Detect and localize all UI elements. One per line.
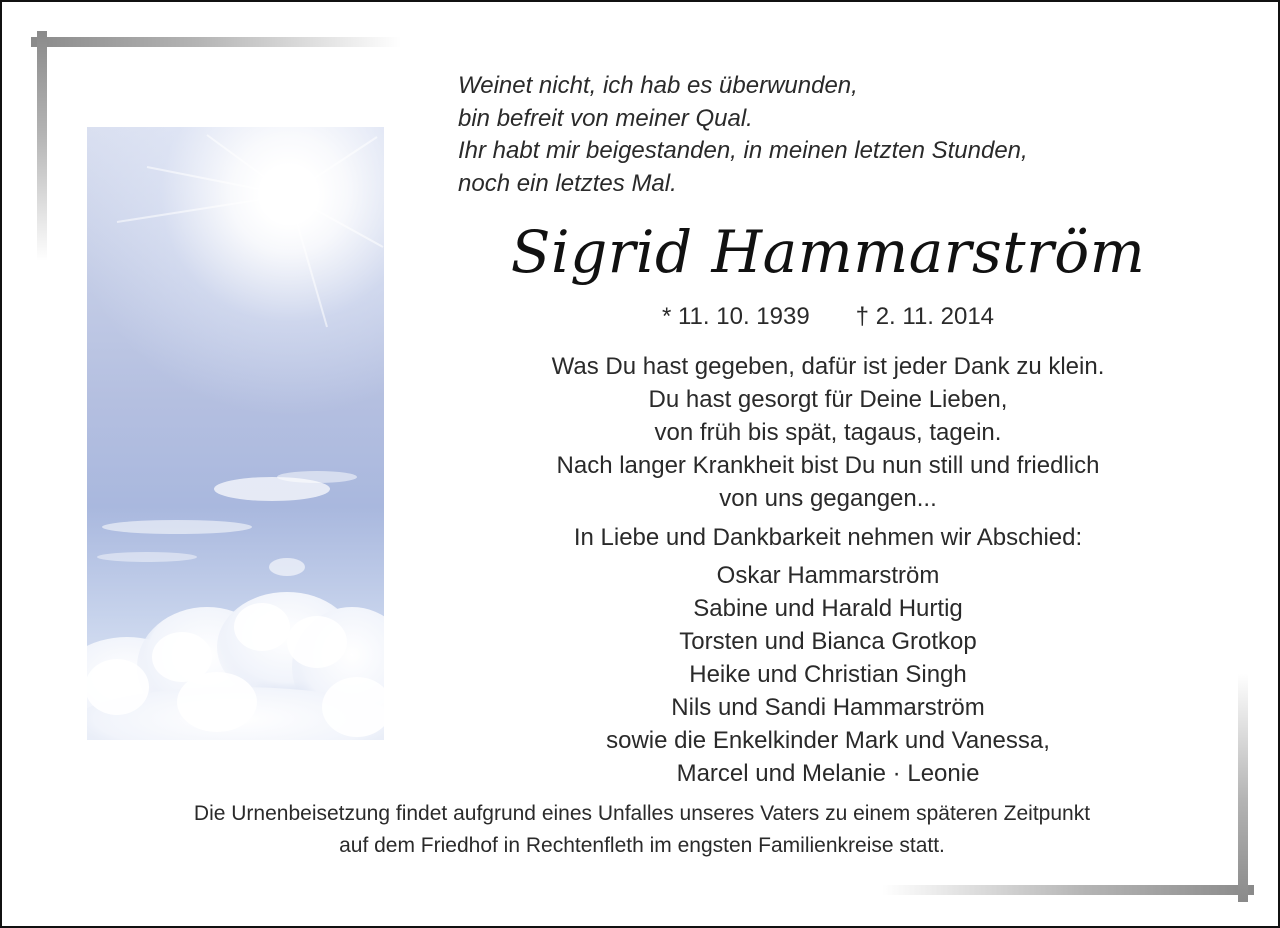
memorial-verse (458, 350, 1198, 515)
mourners-list (458, 559, 1198, 790)
poem-line: Ihr habt mir beigestanden, in meinen letzten Stunden, (458, 137, 1028, 164)
verse-line: Was Du hast gegeben, dafür ist jeder Dank zu klein. (551, 353, 1105, 380)
mourner-line: Marcel und Melanie · Leonie (676, 760, 980, 787)
poem-line: noch ein letztes Mal. (458, 169, 677, 197)
mourner-line: sowie die Enkelkinder Mark und Vanessa, (606, 727, 1050, 754)
burial-notice-line: auf dem Friedhof in Rechtenfleth im engsten Familienkreise statt. (339, 834, 945, 857)
sky-sun-clouds-image (87, 127, 384, 740)
verse-line: Nach langer Krankheit bist Du nun still und friedlich (556, 452, 1100, 479)
verse-line: von uns gegangen... (719, 485, 937, 512)
burial-notice (42, 798, 1242, 862)
deceased-name: Sigrid Hammarström (510, 218, 1146, 286)
verse-line: von früh bis spät, tagaus, tagein. (654, 419, 1002, 446)
mourner-line: Torsten und Bianca Grotkop (679, 628, 977, 655)
life-dates (458, 300, 1198, 334)
death-date: † 2. 11. 2014 (855, 303, 995, 330)
opening-poem (458, 70, 1028, 200)
mourner-line: Nils und Sandi Hammarström (671, 694, 985, 721)
corner-frame-bottom-right-horizontal (882, 885, 1254, 895)
corner-frame-top-left-horizontal (31, 37, 401, 47)
farewell-intro: In Liebe und Dankbarkeit nehmen wir Abschied: (573, 524, 1083, 551)
mourner-line: Heike und Christian Singh (689, 661, 967, 688)
poem-line: bin befreit von meiner Qual. (458, 104, 753, 132)
corner-frame-top-left-vertical (37, 31, 47, 261)
mourner-line: Oskar Hammarström (716, 562, 940, 589)
mourner-line: Sabine und Harald Hurtig (693, 595, 963, 622)
burial-notice-line: Die Urnenbeisetzung findet aufgrund eines Unfalles unseres Vaters zu einem späteren Zeitpunkt (193, 802, 1091, 825)
birth-date: * 11. 10. 1939 (661, 303, 810, 330)
corner-frame-bottom-right-vertical (1238, 674, 1248, 902)
sky-image-drawing (87, 127, 384, 740)
poem-line: Weinet nicht, ich hab es überwunden, (458, 72, 858, 99)
verse-line: Du hast gesorgt für Deine Lieben, (648, 386, 1008, 413)
